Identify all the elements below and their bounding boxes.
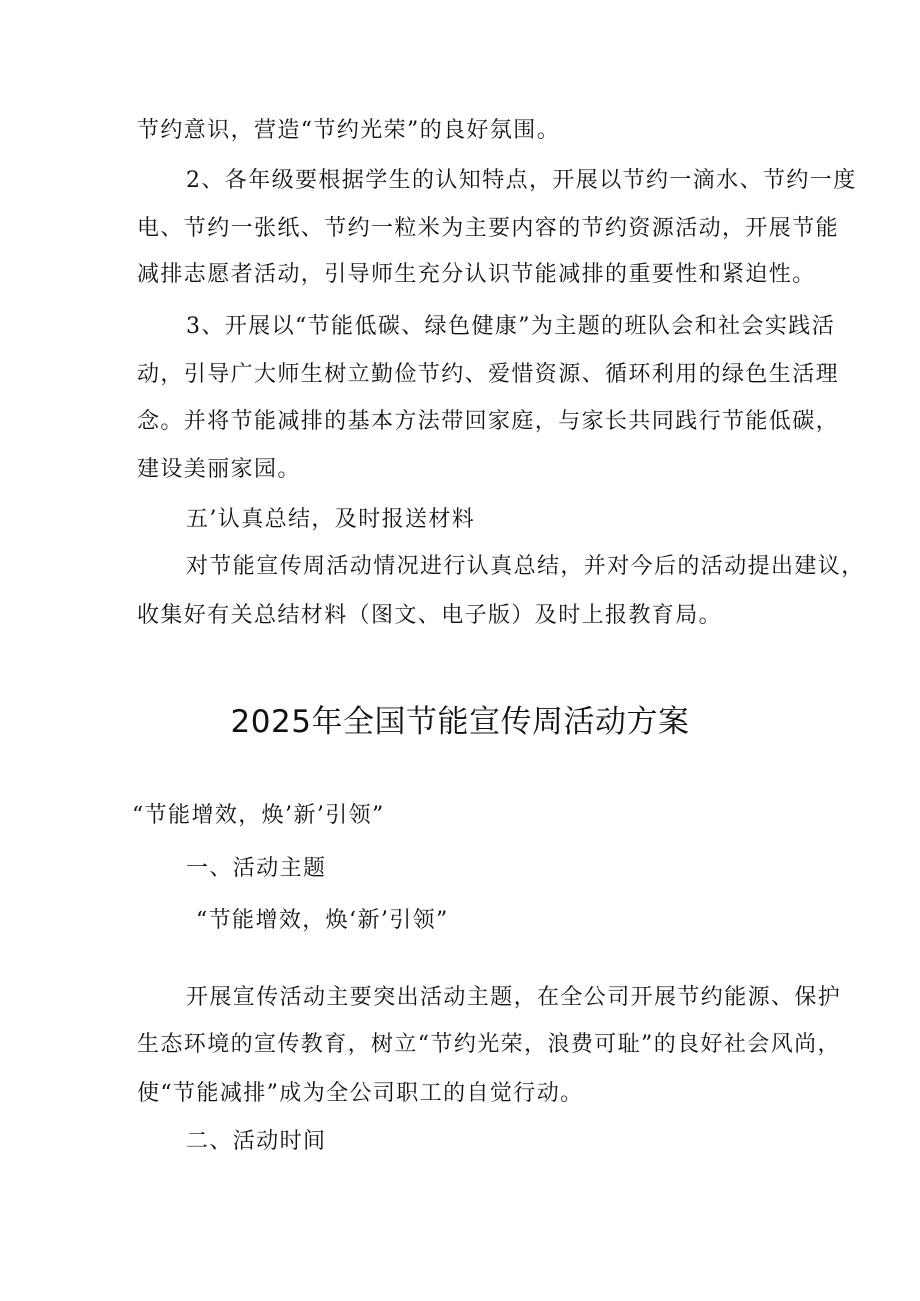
paragraph-line: 2、各年级要根据学生的认知特点，开展以节约一滴水、节约一度 — [186, 168, 857, 193]
paragraph-line: 念。并将节能减排的基本方法带回家庭，与家长共同践行节能低碳， — [137, 409, 840, 434]
paragraph-line: 对节能宣传周活动情况进行认真总结，并对今后的活动提出建议， — [186, 554, 865, 579]
paragraph-line: 使“节能减排”成为全公司职工的自觉行动。 — [137, 1081, 584, 1106]
document-title: 2025年全国节能宣传周活动方案 — [230, 704, 690, 740]
paragraph-line: 建设美丽家园。 — [137, 457, 301, 482]
paragraph-line: 减排志愿者活动，引导师生充分认识节能减排的重要性和紧迫性。 — [137, 262, 816, 287]
paragraph-line: 节约意识，营造“节约光荣”的良好氛围。 — [137, 118, 561, 143]
paragraph-line: 3、开展以“节能低碳、绿色健康”为主题的班队会和社会实践活 — [186, 314, 836, 339]
section-heading: 二、活动时间 — [186, 1129, 327, 1154]
paragraph-line: 收集好有关总结材料（图文、电子版）及时上报教育局。 — [137, 603, 723, 628]
section-heading: 一、活动主题 — [186, 856, 327, 881]
section-heading: 五’认真总结，及时报送材料 — [186, 507, 476, 532]
paragraph-line: 动，引导广大师生树立勤俭节约、爱惜资源、循环利用的绿色生活理 — [137, 362, 840, 387]
paragraph-line: 开展宣传活动主要突出活动主题，在全公司开展节约能源、保护 — [186, 985, 842, 1010]
paragraph-line: 生态环境的宣传教育，树立“节约光荣，浪费可耻”的良好社会风尚， — [137, 1032, 841, 1057]
theme-text: “节能增效，焕‘新’引领” — [196, 908, 449, 933]
paragraph-line: 电、节约一张纸、节约一粒米为主要内容的节约资源活动，开展节能 — [137, 216, 840, 241]
slogan: “节能增效，焕’新’引领” — [132, 803, 385, 828]
